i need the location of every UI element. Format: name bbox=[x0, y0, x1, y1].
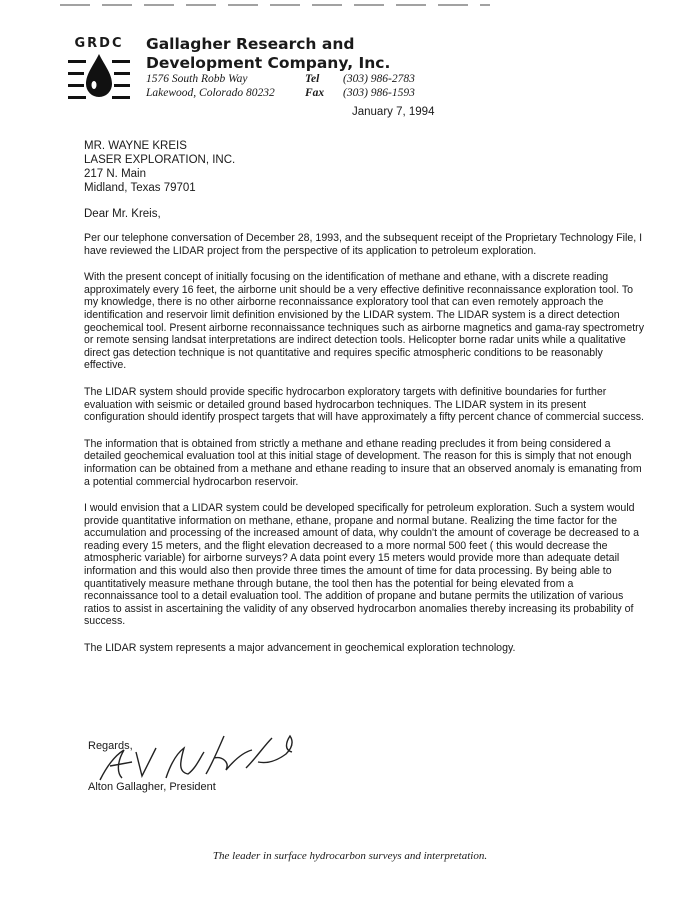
company-name-line2: Development Company, Inc. bbox=[146, 54, 391, 72]
logo-abbreviation: GRDC bbox=[74, 36, 124, 51]
recipient-company: LASER EXPLORATION, INC. bbox=[84, 154, 236, 166]
company-name bbox=[146, 35, 390, 73]
company-address bbox=[146, 72, 275, 100]
company-contact bbox=[305, 72, 415, 100]
scan-artifact-line bbox=[60, 4, 490, 6]
salutation: Dear Mr. Kreis, bbox=[84, 208, 161, 220]
tel-label: Tel bbox=[305, 73, 320, 85]
body-paragraph: I would envision that a LIDAR system could be developed specifically for petroleum exploration. Such a system would provide quantitative information on methane, ethane, propane and normal butane. Realizing the time factor for the accumulation and processing of the increased amount of data, why couldn't the amount of coverage be decreased to a reading every 15 meters, and the flight elevation decreased to a more normal 500 feet ( this would decrease the atmospheric variable) for airborne surveys? A data point every 15 meters would provide more than adequate detail information and this would also then provide three times the amount of time for data processing. By being able to quantitatively measure methane through butane, the tool then has the potential for being elevated from a reconnaissance tool to a detail evaluation tool. The addition of propane and butane permits the utilization of various ratios to assist in ascertaining the validity of any observed hydrocarbon anomalies thereby increasing its probability of success. bbox=[84, 502, 640, 628]
recipient-address bbox=[84, 139, 235, 195]
recipient-name: MR. WAYNE KREIS bbox=[84, 140, 187, 152]
tel-line bbox=[305, 72, 415, 86]
body-paragraph: The LIDAR system represents a major advancement in geochemical exploration technology. bbox=[84, 642, 516, 655]
fax-line bbox=[305, 86, 415, 100]
recipient-street: 217 N. Main bbox=[84, 168, 147, 180]
company-name-line1: Gallagher Research and bbox=[146, 35, 355, 53]
footer-tagline: The leader in surface hydrocarbon surveys and interpretation. bbox=[212, 850, 488, 862]
oil-drop-icon bbox=[66, 52, 132, 106]
fax-label: Fax bbox=[305, 87, 325, 99]
closing: Regards, bbox=[88, 740, 133, 752]
handwritten-signature bbox=[96, 728, 306, 786]
recipient-city: Midland, Texas 79701 bbox=[84, 182, 196, 194]
fax-number: (303) 986-1593 bbox=[343, 87, 415, 99]
address-city: Lakewood, Colorado 80232 bbox=[146, 87, 275, 99]
body-paragraph: With the present concept of initially focusing on the identification of methane and ethane, with a discrete reading approximately every 16 feet, the airborne unit should be a very effective definitive reconnaissance exploration tool. To my knowledge, there is no other airborne reconnaissance exploratory tool that can even remotely approach the identification and reservoir limit definition envisioned by the LIDAR system. The LIDAR system is a direct detection geochemical tool. Present airborne reconnaissance techniques such as airborne magnetics and gama-ray spectrometry or remote sensing landsat interpretations are indirect detection tools. Helicopter borne radar units while a qualitative direct gas detection technique is not quantitative and requires specific atmospheric conditions to be reasonably effective. bbox=[84, 271, 644, 372]
letter-body bbox=[84, 232, 644, 669]
body-paragraph: Per our telephone conversation of December 28, 1993, and the subsequent receipt of the Proprietary Technology File, I have reviewed the LIDAR project from the perspective of its application to petroleum exploration. bbox=[84, 232, 643, 257]
letter-date: January 7, 1994 bbox=[352, 106, 435, 118]
tel-number: (303) 986-2783 bbox=[343, 73, 415, 85]
body-paragraph: The information that is obtained from strictly a methane and ethane reading precludes it from being considered a detailed geochemical evaluation tool at this initial stage of development. The reason for this is simply that not enough information can be obtained from a methane and ethane reading to insure that an observed anomaly is emanating from a potential commercial hydrocarbon reservoir. bbox=[84, 437, 642, 488]
address-street: 1576 South Robb Way bbox=[146, 73, 248, 85]
body-paragraph: The LIDAR system should provide specific hydrocarbon exploratory targets with definitive boundaries for further evaluation with seismic or detailed ground based hydrocarbon techniques. The LIDAR system in its present configuration should identify prospect targets that will have approximately a fifty percent chance of commercial success. bbox=[84, 385, 644, 424]
company-logo bbox=[66, 36, 132, 106]
signer-name: Alton Gallagher, President bbox=[88, 781, 216, 793]
